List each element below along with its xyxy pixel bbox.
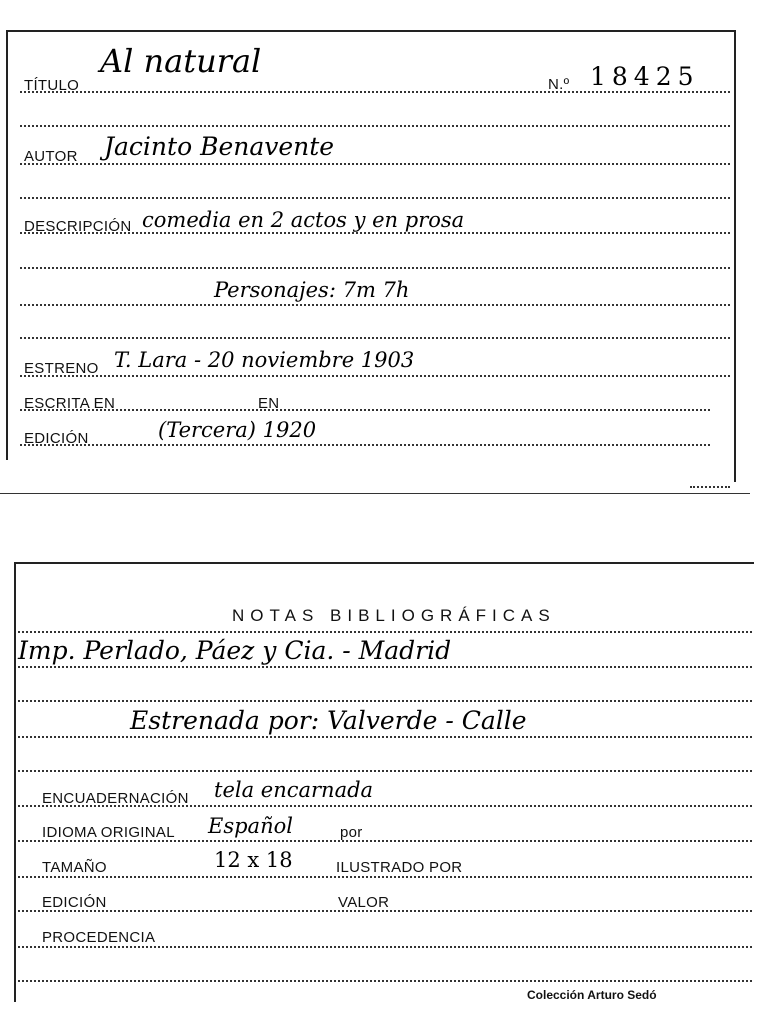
rule-escrita [20,409,710,411]
rule-blank-5 [18,700,752,702]
descripcion-value: comedia en 2 actos y en prosa [142,208,465,232]
valor-label: VALOR [338,894,390,911]
por-label: por [340,824,363,841]
rule-blank-3 [20,267,730,269]
rule-personajes [20,304,730,306]
encuadernacion-label: ENCUADERNACIÓN [42,790,189,807]
rule-estreno [20,375,730,377]
titulo-value: Al natural [100,42,262,80]
rule-procedencia [18,946,752,948]
rule-titulo [20,91,730,93]
rule-blank-6 [18,770,752,772]
rule-notas [18,631,752,633]
rule-nota-2 [18,736,752,738]
procedencia-label: PROCEDENCIA [42,929,156,946]
rule-blank-2 [20,197,730,199]
rule-nota-1 [18,666,752,668]
nota-line-2: Estrenada por: Valverde - Calle [130,706,527,735]
autor-label: AUTOR [24,148,78,165]
en-label: EN [258,395,280,412]
autor-value: Jacinto Benavente [104,132,335,161]
numero-label: N.º [548,76,570,93]
encuadernacion-value: tela encarnada [214,778,374,802]
rule-edge [690,486,730,488]
notas-title: NOTAS BIBLIOGRÁFICAS [232,606,556,625]
coleccion-credit: Colección Arturo Sedó [527,988,657,1002]
edicion-value: (Tercera) 1920 [158,418,317,442]
rule-blank-7 [18,980,752,982]
catalog-card-top [0,0,759,500]
ilustrado-label: ILUSTRADO POR [336,859,463,876]
rule-edicion [20,444,710,446]
titulo-label: TÍTULO [24,77,80,94]
card2-top-border [14,562,754,564]
descripcion-label: DESCRIPCIÓN [24,218,132,235]
rule-autor [20,163,730,165]
nota-line-1: Imp. Perlado, Páez y Cia. - Madrid [18,636,452,665]
card-left-border [6,30,8,460]
edicion2-label: EDICIÓN [42,894,107,911]
card-top-border [6,30,736,32]
numero-value: 18425 [590,62,700,91]
rule-blank-4 [20,337,730,339]
escrita-label: ESCRITA EN [24,395,116,412]
edicion-label: EDICIÓN [24,430,89,447]
idioma-value: Español [208,814,293,838]
estreno-value: T. Lara - 20 noviembre 1903 [114,348,415,372]
card-right-border [734,30,736,482]
card-divider [0,493,750,494]
estreno-label: ESTRENO [24,360,99,377]
tamano-label: TAMAÑO [42,859,107,876]
tamano-value: 12 x 18 [214,848,293,872]
card2-left-border [14,562,16,1002]
rule-blank-1 [20,125,730,127]
rule-tamano [18,876,752,878]
idioma-label: IDIOMA ORIGINAL [42,824,175,841]
personajes-value: Personajes: 7m 7h [214,278,410,302]
catalog-card-bottom [0,560,759,1028]
